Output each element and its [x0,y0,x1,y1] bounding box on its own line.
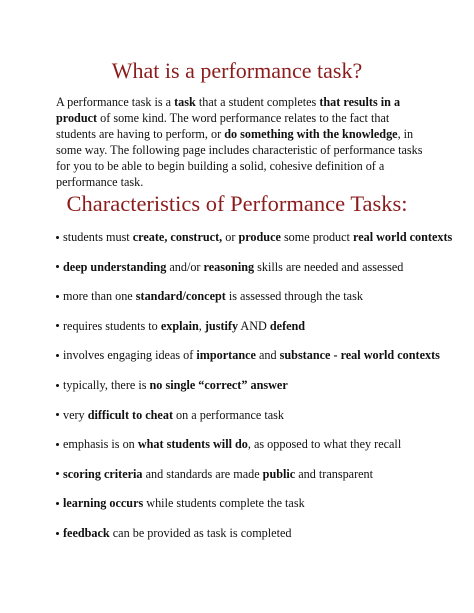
page-title: What is a performance task? [111,58,363,83]
text-run: , as opposed to what they recall [247,437,402,452]
bullet-icon [56,295,59,298]
bold-text: feedback [63,525,110,540]
bold-text: substance - real world contexts [279,348,440,363]
list-item [56,437,436,467]
bullet-icon [56,413,59,416]
bold-text: reasoning [203,259,255,274]
text-run: more than one [63,289,136,304]
text-run: involves engaging ideas of [63,348,197,363]
bold-text: produce [238,230,281,244]
bold-text: learning occurs [63,496,144,511]
bold-text: do something with the knowledge [224,127,398,141]
text-run: and standards are made [142,466,263,481]
text-run: some product [280,230,353,244]
text-run: on a performance task [173,407,284,422]
bold-text: scoring criteria [63,466,143,481]
bullet-icon [56,265,59,268]
bold-text: explain [160,318,199,333]
bold-text: importance [196,348,256,363]
bold-text: create, construct, [132,230,223,244]
text-run: while students complete the task [143,496,305,511]
bold-text: what students will do [137,437,248,452]
list-item [56,319,436,349]
bullet-icon [56,236,59,239]
bold-text: public [262,466,296,481]
text-run: and transparent [295,466,374,481]
bold-text: no single “correct” answer [149,377,288,392]
bullet-icon [56,502,59,505]
text-run: and [255,348,280,363]
list-item [56,378,436,408]
bullet-icon [56,354,59,357]
list-item [56,348,440,378]
text-run: skills are needed and assessed [254,259,404,274]
text-run: students must [63,230,133,244]
text-run: is assessed through the task [225,289,363,304]
text-run: A performance task is a [56,95,175,109]
bold-text: task [174,95,196,109]
list-item [56,496,436,526]
bullet-icon [56,384,59,387]
text-run: very [63,407,88,422]
text-run: requires students to [63,318,161,333]
bullet-icon [56,472,59,475]
text-run: that a student completes [195,95,320,109]
text-run: of some kind. The word performance relates to the fact that students are having to perform, or [56,111,390,141]
text-run: , in some way. The following page includes characteristic of performance tasks for you to be able to begin building a solid, cohesive definition of a performance task. [56,127,423,189]
list-item [56,260,436,290]
list-item [56,230,453,260]
text-run: or [222,230,239,244]
bold-text: real world contexts [353,230,453,244]
bold-text: that results in a product [56,95,401,125]
bold-text: defend [269,318,306,333]
bullet-icon [56,324,59,327]
bullet-icon [56,532,59,535]
bold-text: deep understanding [63,259,167,274]
bold-text: standard/concept [135,289,226,304]
bold-text: difficult to cheat [87,407,173,422]
bullet-icon [56,443,59,446]
text-run: , [198,318,205,333]
intro-paragraph [56,94,424,190]
bold-text: justify [204,318,239,333]
list-item [56,408,436,438]
text-run: AND [238,318,270,333]
text-run: and/or [166,259,204,274]
section-heading: Characteristics of Performance Tasks: [66,191,408,216]
list-item [56,467,436,497]
text-run: emphasis is on [63,437,138,452]
list-item [56,289,436,319]
text-run: can be provided as task is completed [109,525,292,540]
list-item [56,526,436,556]
text-run: typically, there is [63,377,150,392]
characteristics-list [56,230,453,556]
